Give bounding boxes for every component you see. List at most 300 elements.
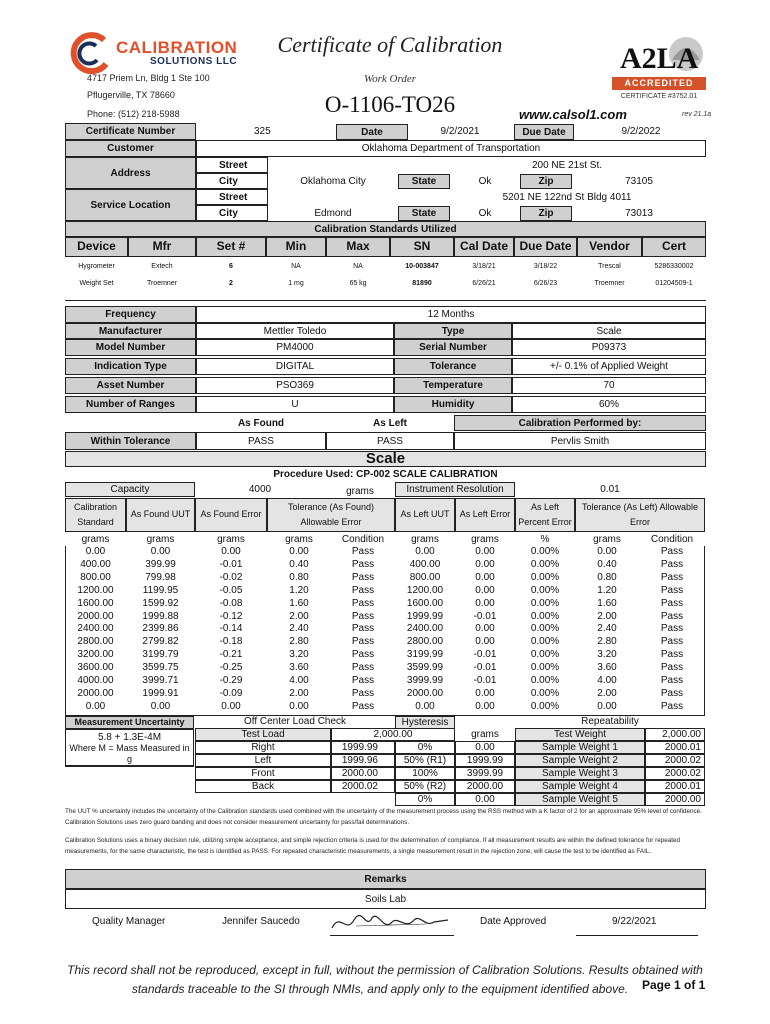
address-city-label: City — [196, 173, 268, 189]
scale-cell: Pass — [351, 584, 375, 596]
scale-cell: 0.00% — [530, 687, 560, 699]
hysteresis-percent: 100% — [395, 767, 455, 780]
scale-unit-cell: grams — [285, 534, 313, 545]
scale-cell: 0.40 — [597, 558, 617, 570]
address-street: 200 NE 21st St. — [531, 159, 603, 171]
date-approved-line — [576, 935, 698, 936]
standards-cell: Troemner — [146, 279, 178, 287]
scale-cell: Pass — [660, 675, 684, 687]
scale-column-condition-left — [639, 546, 705, 714]
frequency-value: 12 Months — [196, 306, 706, 323]
date-approved-label: Date Approved — [480, 916, 547, 927]
page-number: Page 1 of 1 — [642, 978, 706, 992]
asset-label: Asset Number — [65, 377, 196, 394]
scale-column-condition-found — [331, 546, 395, 714]
performed-by-value: Pervlis Smith — [454, 432, 706, 450]
scale-cell: 0.40 — [289, 558, 309, 570]
scale-cell: Pass — [351, 662, 375, 674]
model-value: PM4000 — [196, 339, 394, 356]
off-center-position: Right — [195, 741, 331, 754]
scale-cell: 0.00 — [289, 700, 309, 712]
address-label: Address — [65, 157, 196, 189]
footer-line-1: This record shall not be reproduced, except in full, without the permission of Calibration Solutions. Results obtained with — [67, 963, 703, 977]
as-left-result: PASS — [326, 432, 454, 450]
standards-header-cell: Cert — [642, 237, 706, 257]
scale-cell: 0.00% — [530, 636, 560, 648]
service-city-label: City — [196, 205, 268, 221]
indication-value: DIGITAL — [196, 358, 394, 375]
accreditation-certificate: CERTIFICATE #3752.01 — [620, 93, 698, 100]
hysteresis-value: 0.00 — [455, 741, 515, 754]
scale-cell: 1600.00 — [406, 597, 444, 609]
scale-cell: Pass — [351, 546, 375, 557]
scale-cell: 2400.00 — [77, 623, 114, 635]
standards-cell: NA — [291, 262, 301, 270]
scale-cell: 0.00 — [475, 597, 495, 609]
service-zip: 73013 — [625, 207, 653, 219]
standards-header-cell: Cal Date — [454, 237, 514, 257]
uncertainty-box — [65, 729, 194, 767]
test-weight-label: Test Weight — [515, 728, 645, 741]
scale-cell: -0.08 — [219, 597, 243, 609]
scale-cell: 2799.82 — [142, 636, 179, 648]
hysteresis-label: Hysteresis — [395, 716, 455, 729]
scale-cell: 3599.75 — [142, 662, 179, 674]
scale-cell: 2.40 — [289, 623, 309, 635]
scale-cell: 3.20 — [289, 649, 309, 661]
scale-cell: 0.00 — [415, 546, 435, 557]
resolution-value: 0.01 — [600, 484, 620, 495]
hysteresis-value: 1999.99 — [455, 754, 515, 767]
asset-value: PSO369 — [196, 377, 394, 394]
scale-cell: 1999.88 — [142, 610, 179, 622]
footer-line-2: standards traceable to the SI through NMIs, and apply only to the equipment identified above. — [131, 982, 629, 996]
serial-value: P09373 — [512, 339, 706, 356]
col-as-found-uut-header: As Found UUT — [126, 498, 195, 532]
off-center-position: Left — [195, 754, 331, 767]
scale-cell: 0.00 — [475, 571, 495, 583]
scale-column-as-left-uut — [395, 546, 455, 714]
standards-cell: 6/26/21 — [472, 279, 496, 287]
col-as-left-error-header: As Left Error — [455, 498, 515, 532]
scale-cell: Pass — [660, 597, 684, 609]
unit-top-rule — [65, 300, 706, 301]
signature-image — [326, 908, 456, 938]
scale-cell: 2.00 — [289, 610, 309, 622]
model-label: Model Number — [65, 339, 196, 356]
accreditation-logo-text: A2LA — [620, 42, 699, 75]
scale-cell: 1600.00 — [77, 597, 114, 609]
scale-cell: 2.00 — [597, 687, 617, 699]
scale-unit-cell: grams — [593, 534, 621, 545]
scale-cell: 2.80 — [597, 636, 617, 648]
standards-header-cell: Due Date — [514, 237, 577, 257]
scale-title: Scale — [65, 451, 706, 467]
repeatability-sample-value: 2000.02 — [645, 754, 705, 767]
scale-cell: 1999.99 — [406, 610, 444, 622]
date-approved-value: 9/22/2021 — [612, 916, 657, 927]
type-label: Type — [394, 323, 512, 339]
service-location-label: Service Location — [65, 189, 196, 221]
scale-cell: 2.40 — [597, 623, 617, 635]
tolerance-value: +/- 0.1% of Applied Weight — [512, 358, 706, 375]
customer-label: Customer — [65, 140, 196, 157]
scale-column-as-left-error — [455, 546, 515, 714]
scale-cell: -0.02 — [219, 571, 243, 583]
scale-cell: Pass — [660, 571, 684, 583]
address-zip: 73105 — [625, 175, 653, 187]
scale-cell: 0.00 — [415, 700, 435, 712]
test-load-label: Test Load — [195, 728, 331, 741]
service-city: Edmond — [314, 207, 352, 219]
scale-cell: 0.00% — [530, 623, 560, 635]
scale-cell: 3999.71 — [142, 675, 179, 687]
standards-cell: NA — [353, 262, 363, 270]
service-street-label: Street — [196, 189, 268, 205]
standards-cell: Troemner — [594, 279, 625, 287]
scale-cell: -0.09 — [219, 687, 243, 699]
company-address-1: 4717 Priem Ln, Bldg 1 Ste 100 — [87, 73, 210, 83]
repeatability-sample-label: Sample Weight 2 — [515, 754, 645, 767]
scale-cell: Pass — [351, 597, 375, 609]
repeatability-sample-value: 2000.00 — [645, 793, 705, 806]
standards-cell: 6 — [229, 262, 233, 270]
within-tolerance-label: Within Tolerance — [65, 432, 196, 450]
scale-cell: 1199.95 — [142, 584, 179, 596]
scale-cell: 0.00 — [221, 700, 241, 712]
company-subname: SOLUTIONS LLC — [150, 56, 238, 67]
hysteresis-percent: 50% (R2) — [395, 780, 455, 793]
scale-cell: 0.00 — [289, 546, 309, 557]
standards-cell: Trescal — [598, 262, 621, 270]
scale-cell: 3.60 — [289, 662, 309, 674]
scale-cell: Pass — [660, 546, 684, 557]
service-state: Ok — [478, 207, 492, 219]
uncertainty-note: The UUT % uncertainty includes the uncertainty of the Calibration standards used combined with the uncertainty of the measurement process using the RSS method with a K factor of 2 for an approximate 95% level of confidence. Calibration Solutions uses zero guard banding and does not consider measurement uncertainty for pass/fail determinations. — [65, 808, 702, 826]
hysteresis-percent: 0% — [395, 741, 455, 754]
scale-cell: Pass — [351, 558, 375, 570]
test-load-value: 2,000.00 — [331, 728, 455, 741]
scale-cell: 0.80 — [289, 571, 309, 583]
website-link[interactable]: www.calsol1.com — [519, 107, 627, 122]
scale-cell: 0.00% — [530, 675, 560, 687]
scale-cell: 2.80 — [289, 636, 309, 648]
scale-cell: 2.00 — [597, 610, 617, 622]
off-center-position: Back — [195, 780, 331, 793]
signature-line — [330, 935, 454, 936]
indication-label: Indication Type — [65, 358, 196, 375]
scale-cell: -0.12 — [219, 610, 243, 622]
address-state: Ok — [478, 175, 492, 187]
scale-cell: 2000.00 — [406, 687, 444, 699]
scale-cell: 0.00 — [475, 584, 495, 596]
scale-cell: 2800.00 — [406, 636, 444, 648]
scale-cell: Pass — [351, 675, 375, 687]
scale-unit-cell: Condition — [341, 534, 385, 545]
scale-cell: 3600.00 — [77, 662, 114, 674]
scale-cell: 0.00 — [597, 546, 617, 557]
scale-cell: 0.00 — [475, 546, 495, 557]
scale-cell: 3200.00 — [77, 649, 114, 661]
scale-cell: 2800.00 — [77, 636, 114, 648]
scale-cell: -0.01 — [473, 649, 497, 661]
off-center-value: 1999.99 — [331, 741, 395, 754]
scale-cell: 4000.00 — [77, 675, 114, 687]
remarks-value: Soils Lab — [65, 889, 706, 909]
manufacturer-label: Manufacturer — [65, 323, 196, 339]
standards-cell: Hygrometer — [78, 262, 115, 270]
standards-header-cell: Mfr — [128, 237, 196, 257]
capacity-label: Capacity — [65, 482, 195, 497]
capacity-unit: grams — [346, 486, 374, 497]
standards-cell: 5286330002 — [654, 262, 694, 270]
scale-column-standard — [65, 546, 126, 714]
scale-unit-cell: grams — [146, 534, 175, 545]
scale-cell: 0.00% — [530, 649, 560, 661]
standards-cell: 01204509-1 — [655, 279, 693, 287]
scale-cell: 2400.00 — [406, 623, 444, 635]
scale-cell: 2000.00 — [77, 687, 114, 699]
col-tolerance-found-header: Tolerance (As Found) Allowable Error — [267, 498, 395, 532]
scale-cell: Pass — [351, 687, 375, 699]
scale-cell: Pass — [660, 558, 684, 570]
scale-column-as-found-error — [195, 546, 267, 714]
scale-cell: 1.20 — [289, 584, 309, 596]
repeatability-sample-value: 2000.01 — [645, 741, 705, 754]
date-label: Date — [336, 124, 408, 140]
standards-cell: 3/18/22 — [533, 262, 558, 270]
scale-cell: 0.00 — [475, 623, 495, 635]
humidity-label: Humidity — [394, 396, 512, 413]
temperature-value: 70 — [512, 377, 706, 394]
as-found-result: PASS — [196, 432, 326, 450]
decision-rule-note: Calibration Solutions uses a binary decision rule, utilizing simple acceptance, and simple rejection criteria is used for the determination of compliance. If all measurement results are within the defined tolerance for repeated measurements, for the same characteristic, the test is identified as PASS. For repeated characteristic measurements, a single measurement result in the rejection zone, will cause the test to be identified as FAIL. — [65, 837, 680, 855]
repeatability-sample-value: 2000.02 — [645, 767, 705, 780]
temperature-label: Temperature — [394, 377, 512, 394]
date-value: 9/2/2021 — [440, 126, 480, 137]
repeatability-label: Repeatability — [581, 716, 639, 727]
due-date-value: 9/2/2022 — [621, 126, 661, 137]
repeatability-sample-label: Sample Weight 5 — [515, 793, 645, 806]
scale-cell: 800.00 — [80, 571, 111, 583]
scale-cell: 3.60 — [597, 662, 617, 674]
uncertainty-where: Where M = Mass Measured in — [69, 743, 190, 753]
quality-manager-label: Quality Manager — [92, 916, 166, 927]
scale-cell: Pass — [660, 649, 684, 661]
off-center-value: 1999.96 — [331, 754, 395, 767]
scale-cell: 1.20 — [597, 584, 617, 596]
work-order-label: Work Order — [363, 73, 417, 85]
scale-cell: -0.14 — [219, 623, 243, 635]
scale-cell: Pass — [351, 571, 375, 583]
scale-cell: 0.00 — [85, 700, 106, 712]
scale-cell: 0.00% — [530, 662, 560, 674]
tolerance-label: Tolerance — [394, 358, 512, 375]
scale-cell: 399.99 — [145, 558, 176, 570]
hysteresis-value: 0.00 — [455, 793, 515, 806]
performed-by-label: Calibration Performed by: — [454, 415, 706, 431]
standards-cell: 6/26/23 — [533, 279, 558, 287]
scale-unit-cell: grams — [411, 534, 439, 545]
standards-cell: 81890 — [412, 279, 432, 287]
off-center-position: Front — [195, 767, 331, 780]
hysteresis-value: 2000.00 — [455, 780, 515, 793]
capacity-value: 4000 — [248, 484, 272, 495]
scale-cell: Pass — [660, 610, 684, 622]
scale-cell: 1200.00 — [77, 584, 114, 596]
off-center-value: 2000.02 — [331, 780, 395, 793]
scale-cell: 0.00 — [221, 546, 241, 557]
scale-cell: -0.01 — [473, 662, 497, 674]
standards-cell: 1 mg — [288, 279, 304, 287]
due-date-label: Due Date — [514, 124, 574, 140]
scale-unit-cell: grams — [217, 534, 245, 545]
certificate-number: 325 — [254, 126, 271, 137]
ranges-value: U — [196, 396, 394, 413]
scale-cell: Pass — [351, 636, 375, 648]
scale-cell: Pass — [351, 623, 375, 635]
test-weight-value: 2,000.00 — [645, 728, 705, 741]
col-as-left-uut-header: As Left UUT — [395, 498, 455, 532]
repeatability-sample-label: Sample Weight 1 — [515, 741, 645, 754]
address-city: Oklahoma City — [300, 175, 366, 187]
hysteresis-value: 3999.99 — [455, 767, 515, 780]
scale-cell: 0.00 — [475, 558, 495, 570]
standards-cell: Extech — [151, 262, 173, 270]
scale-cell: 400.00 — [80, 558, 111, 570]
company-phone: Phone: (512) 218-5988 — [87, 109, 180, 119]
off-center-value: 2000.00 — [331, 767, 395, 780]
scale-cell: 4.00 — [597, 675, 617, 687]
certificate-number-label: Certificate Number — [65, 123, 196, 140]
certificate-title: Certificate of Calibration — [277, 32, 503, 57]
scale-cell: 0.00% — [530, 558, 560, 570]
scale-cell: -0.01 — [219, 558, 243, 570]
frequency-label: Frequency — [65, 306, 196, 323]
scale-cell: 0.00 — [475, 687, 495, 699]
scale-unit-cell: grams — [81, 534, 110, 545]
col-tolerance-left-header: Tolerance (As Left) Allowable Error — [575, 498, 705, 532]
scale-cell: 0.00 — [597, 700, 617, 712]
service-state-label: State — [398, 206, 450, 221]
col-as-left-percent-header: As Left Percent Error — [515, 498, 575, 532]
standards-cell: 65 kg — [349, 279, 367, 287]
scale-cell: 800.00 — [409, 571, 441, 583]
as-found-label: As Found — [237, 417, 285, 429]
scale-cell: 1999.91 — [142, 687, 179, 699]
scale-cell: 0.00% — [530, 546, 560, 557]
scale-column-tolerance-found — [267, 546, 331, 714]
scale-cell: 400.00 — [409, 558, 441, 570]
standards-cell: 10-003847 — [405, 262, 439, 270]
scale-cell: 4.00 — [289, 675, 309, 687]
scale-cell: 1599.92 — [142, 597, 179, 609]
scale-cell: 1.60 — [289, 597, 309, 609]
off-center-label: Off Center Load Check — [243, 716, 347, 727]
hysteresis-percent: 0% — [395, 793, 455, 806]
scale-cell: Pass — [660, 584, 684, 596]
scale-cell: 0.00 — [475, 636, 495, 648]
procedure-label: Procedure Used: CP-002 SCALE CALIBRATION — [273, 469, 498, 480]
uncertainty-value: 5.8 + 1.3E-4M — [97, 732, 162, 743]
manufacturer-value: Mettler Toledo — [196, 323, 394, 339]
standards-cell: 2 — [229, 279, 233, 287]
scale-cell: Pass — [660, 662, 684, 674]
scale-cell: 0.00 — [150, 546, 171, 557]
col-as-found-error-header: As Found Error — [195, 498, 267, 532]
scale-cell: 2.00 — [289, 687, 309, 699]
scale-cell: Pass — [351, 649, 375, 661]
scale-cell: Pass — [351, 610, 375, 622]
scale-unit-cell: Condition — [650, 534, 694, 545]
scale-unit-cell: % — [540, 534, 550, 545]
scale-cell: -0.01 — [473, 675, 497, 687]
scale-cell: 0.00 — [85, 546, 106, 557]
col-standard-header: Calibration Standard — [65, 498, 126, 532]
scale-cell: -0.05 — [219, 584, 243, 596]
scale-cell: 799.98 — [145, 571, 176, 583]
remarks-label: Remarks — [65, 869, 706, 889]
scale-unit-cell: grams — [471, 534, 499, 545]
repeatability-sample-label: Sample Weight 3 — [515, 767, 645, 780]
scale-cell: -0.21 — [219, 649, 243, 661]
humidity-value: 60% — [512, 396, 706, 413]
scale-cell: Pass — [351, 700, 375, 712]
scale-cell: Pass — [660, 687, 684, 699]
ranges-label: Number of Ranges — [65, 396, 196, 413]
accredited-badge: ACCREDITED — [612, 77, 706, 90]
hysteresis-unit: grams — [471, 729, 499, 740]
address-state-label: State — [398, 174, 450, 189]
scale-cell: -0.18 — [219, 636, 243, 648]
customer-value: Oklahoma Department of Transportation — [196, 140, 706, 157]
scale-column-as-found-uut — [126, 546, 195, 714]
uncertainty-label: Measurement Uncertainty — [65, 716, 194, 729]
hysteresis-percent: 50% (R1) — [395, 754, 455, 767]
scale-cell: 3.20 — [597, 649, 617, 661]
scale-cell: 0.00% — [530, 584, 560, 596]
service-zip-label: Zip — [520, 206, 572, 221]
scale-cell: 1.60 — [597, 597, 617, 609]
repeatability-sample-label: Sample Weight 4 — [515, 780, 645, 793]
company-name: CALIBRATION — [116, 38, 238, 57]
scale-cell: 2399.86 — [142, 623, 179, 635]
scale-column-as-left-percent — [515, 546, 575, 714]
standards-cell: 3/18/21 — [472, 262, 496, 270]
address-street-label: Street — [196, 157, 268, 173]
scale-cell: 0.00% — [530, 571, 560, 583]
revision-label: rev 21.1a — [682, 111, 712, 118]
quality-manager-name: Jennifer Saucedo — [222, 916, 300, 927]
standards-title: Calibration Standards Utilized — [65, 221, 706, 237]
company-address-2: Pflugerville, TX 78660 — [87, 90, 175, 100]
serial-label: Serial Number — [394, 339, 512, 356]
scale-cell: Pass — [660, 700, 684, 712]
standards-cell: Weight Set — [79, 279, 114, 287]
service-street: 5201 NE 122nd St Bldg 4011 — [502, 191, 632, 203]
standards-header-cell: Vendor — [577, 237, 642, 257]
repeatability-sample-value: 2000.01 — [645, 780, 705, 793]
uncertainty-unit: g — [126, 754, 132, 764]
scale-cell: 3999.99 — [406, 675, 444, 687]
work-order-number: O-1106-TO26 — [324, 92, 456, 117]
scale-cell: 0.00 — [150, 700, 171, 712]
scale-cell: 3199.79 — [142, 649, 179, 661]
standards-header-cell: Device — [65, 237, 128, 257]
scale-cell: 0.80 — [597, 571, 617, 583]
standards-header-cell: Min — [266, 237, 326, 257]
scale-cell: 0.00% — [530, 597, 560, 609]
